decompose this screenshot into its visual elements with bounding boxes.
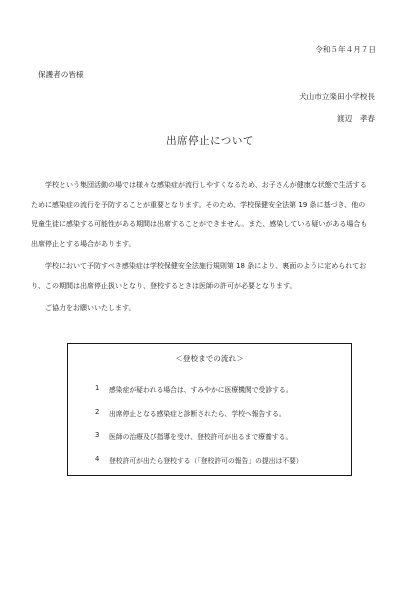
text-line: 学校という集団活動の場では様々な感染症が流行しやすくなるため、お子さんが健康な状態で生活する (45, 181, 367, 189)
paragraph (31, 176, 382, 254)
flow-steps (95, 384, 303, 478)
text-line: ご協力をお願いいたします。 (45, 304, 136, 312)
flow-step (95, 431, 303, 455)
flow-step (95, 408, 303, 432)
sender-school: 犬山市立楽田小学校長 (299, 92, 375, 101)
text-line: 出席停止とする場合があります。 (31, 239, 136, 248)
step-text: 感染症が疑われる場合は、すみやかに医療機関で受診する。 (109, 386, 293, 394)
flow-step (95, 384, 303, 408)
text-line: り、この期間は出席停止扱いとなり、登校するときは医師の許可が必要となります。 (31, 281, 297, 290)
flow-step (95, 455, 303, 479)
addressee: 保護者の皆様 (38, 70, 84, 79)
step-number: 2 (95, 407, 100, 416)
document-title: 出席停止について (166, 135, 254, 147)
text-line: 児童生徒に感染する可能性がある期間は出席することができません。また、感染している疑いがある場合も (31, 220, 368, 228)
flow-title: ＜登校までの流れ＞ (175, 354, 244, 363)
step-text: 出席停止となる感染症と診断されたら、学校へ報告する。 (109, 409, 286, 418)
step-number: 1 (95, 384, 100, 392)
body-text (31, 176, 382, 322)
step-text: 医師の治療及び指導を受け、登校許可が出るまで療養する。 (109, 433, 293, 441)
text-line: ために感染症の流行を予防することが重要となります。そのため、学校保健安全法第 19 条に基づき、他の (31, 200, 366, 209)
step-text: 登校許可が出たら登校する（「登校許可の報告」の提出は不要） (109, 456, 303, 465)
paragraph (31, 257, 382, 296)
step-number: 4 (95, 454, 100, 463)
paragraph (38, 299, 382, 319)
issue-date: 令和５年４月７日 (315, 45, 376, 54)
sender-name: 渡辺 孝春 (337, 114, 375, 123)
step-number: 3 (95, 431, 100, 439)
flow-box (67, 343, 352, 476)
text-line: 学校において予防すべき感染症は学校保健安全法施行規則第 18 条により、裏面のように定められてお (45, 262, 367, 270)
